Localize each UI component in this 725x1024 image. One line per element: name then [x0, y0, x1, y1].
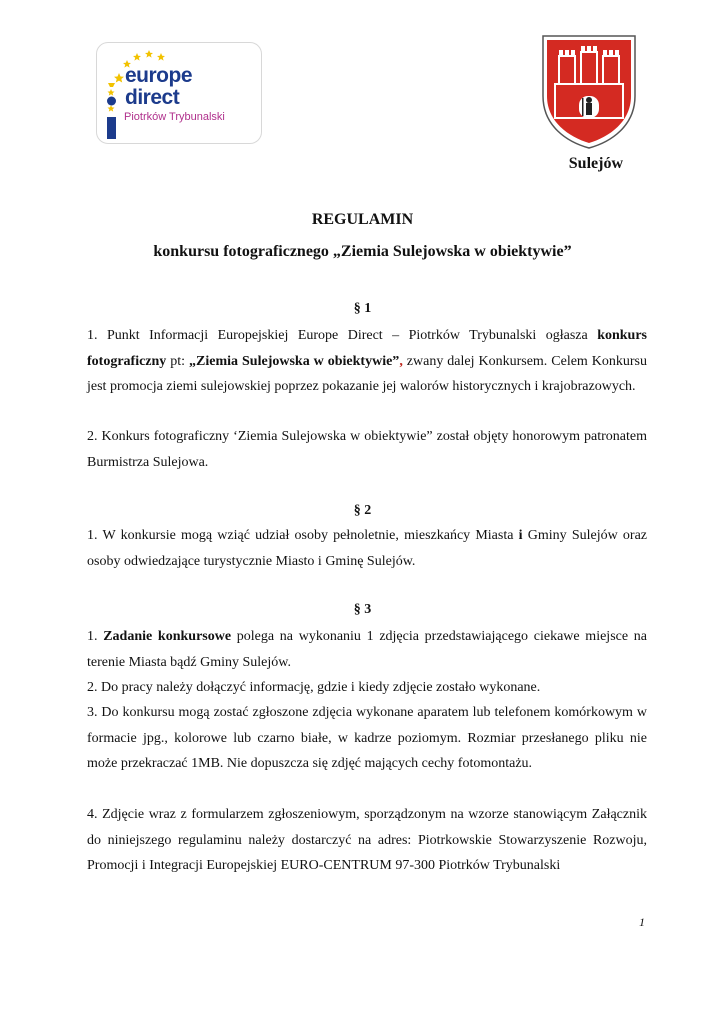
section-3-paragraph-3: 3. Do konkursu mogą zostać zgłoszone zdjęcia wykonane aparatem lub telefonem komórkowym w formacie jpg., kolorowe lub czarno białe, w kadrze poziomym. Rozmiar przesłanego pliku nie może przekraczać 1MB. Nie dopuszcza się zdjęć mających cechy fotomontażu. [87, 705, 647, 771]
section-3-paragraph-4: 4. Zdjęcie wraz z formularzem zgłoszeniowym, sporządzonym na wzorze stanowiącym Załącznik do niniejszego regulaminu należy dostarczyć na adres: Piotrkowskie Stowarzyszenie Rozwoju, Promocji i Integracji Europejskiej EURO-CENTRUM 97-300 Piotrków Trybunalski [87, 807, 647, 873]
i-figure-icon [107, 117, 116, 139]
document-title: REGULAMIN [311, 211, 414, 228]
section-2-paragraph-1: 1. W konkursie mogą wziąć udział osoby pełnoletnie, mieszkańcy Miasta i Gminy Sulejów oraz osoby odwiedzające turystycznie Miasto i Gminę Sulejów. [87, 528, 647, 569]
logo-word-europe: europe [125, 64, 193, 87]
coat-of-arms-icon [541, 34, 637, 150]
section-1-paragraph-1: 1. Punkt Informacji Europejskiej Europe Direct – Piotrków Trybunalski ogłasza konkurs fotograficzny pt: „Ziemia Sulejowska w obiektywie”, zwany dalej Konkursem. Celem Konkursu jest promocja ziemi sulejowskiej poprzez pokazanie jej walorów historycznych i krajobrazowych. [87, 328, 648, 394]
document-subtitle: konkursu fotograficznego „Ziemia Sulejowska w obiektywie” [153, 243, 572, 260]
logo-city: Piotrków Trybunalski [124, 111, 225, 123]
page-number: 1 [639, 915, 645, 929]
section-3-heading: § 3 [353, 602, 372, 617]
section-1-heading: § 1 [353, 301, 372, 316]
section-3-paragraph-1: 1. Zadanie konkursowe polega na wykonaniu 1 zdjęcia przedstawiającego ciekawe miejsce na terenie Miasta bądź Gminy Sulejów. [87, 629, 647, 670]
section-2-heading: § 2 [353, 503, 372, 518]
logo-word-direct: direct [125, 86, 180, 109]
section-3-paragraph-2: 2. Do pracy należy dołączyć informację, gdzie i kiedy zdjęcie zostało wykonane. [87, 680, 541, 695]
section-1-paragraph-2: 2. Konkurs fotograficzny ‘Ziemia Sulejowska w obiektywie” został objęty honorowym patronatem Burmistrza Sulejowa. [87, 429, 647, 470]
town-name: Sulejów [568, 155, 623, 172]
europe-direct-logo [96, 42, 262, 144]
